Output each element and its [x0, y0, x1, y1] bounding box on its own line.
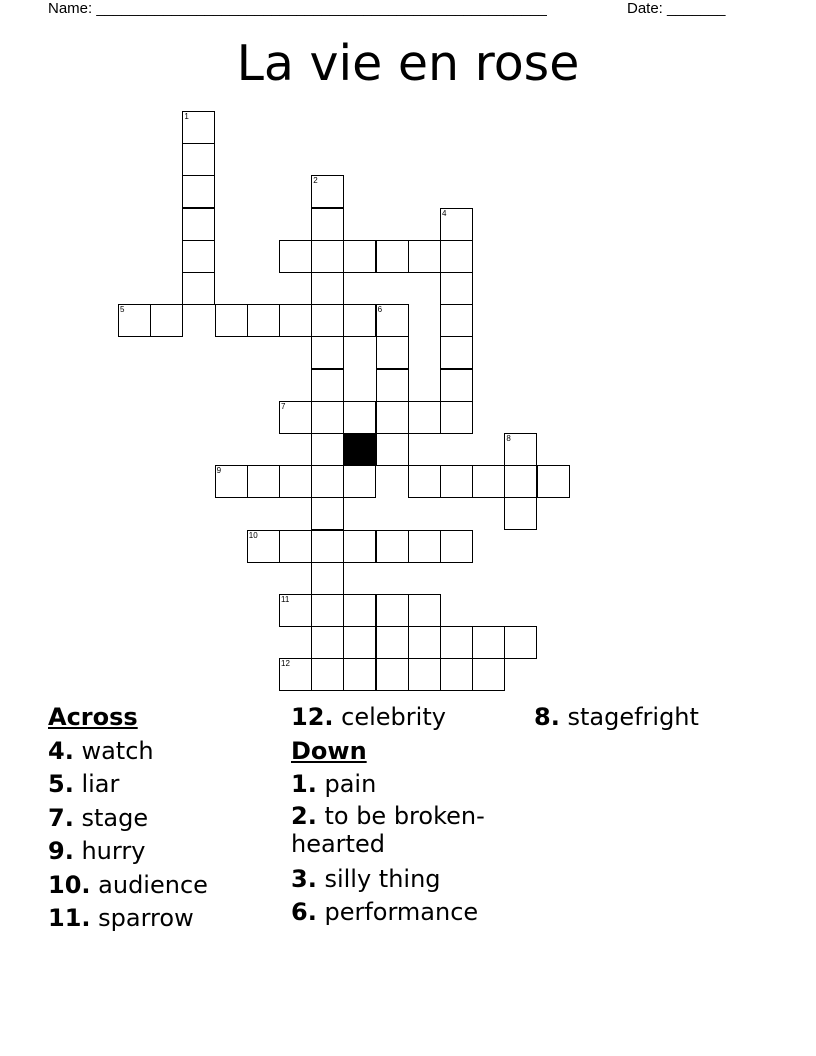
grid-cell[interactable] [279, 594, 312, 627]
clue-number-label: 6 [377, 305, 383, 315]
grid-cell[interactable] [440, 626, 473, 659]
clue-text: to be broken-hearted [291, 801, 485, 858]
clue-number: 9. [48, 837, 74, 865]
grid-cell[interactable] [279, 240, 312, 273]
grid-cell[interactable] [311, 240, 344, 273]
grid-cell[interactable] [182, 272, 215, 305]
grid-cell[interactable] [343, 465, 376, 498]
grid-cell[interactable] [440, 401, 473, 434]
grid-cell[interactable] [182, 208, 215, 241]
grid-cell[interactable] [408, 240, 441, 273]
clue-column-2 [291, 701, 526, 930]
clue-text: pain [324, 770, 377, 798]
clue-text: liar [81, 770, 120, 798]
grid-cell[interactable] [408, 594, 441, 627]
grid-cell[interactable] [440, 272, 473, 305]
grid-cell[interactable] [215, 465, 248, 498]
clue-number-label: 1 [184, 112, 189, 121]
clue-number-label: 12 [281, 659, 290, 669]
grid-cell[interactable] [311, 530, 344, 563]
clue-number: 11. [48, 904, 91, 932]
clue-text: performance [324, 898, 479, 926]
grid-cell[interactable] [408, 465, 441, 498]
grid-cell[interactable] [182, 143, 215, 176]
puzzle-title: La vie en rose [236, 35, 580, 92]
clue-number: 6. [291, 898, 317, 926]
clue-number-label: 8 [506, 434, 511, 443]
grid-cell[interactable] [311, 562, 344, 595]
down-clue-2 [291, 802, 526, 858]
grid-cell[interactable] [376, 369, 409, 402]
clue-number: 1. [291, 770, 317, 798]
grid-cell[interactable] [343, 658, 376, 691]
grid-cell[interactable] [504, 497, 537, 530]
down-clue-6 [291, 896, 526, 930]
grid-cell[interactable] [343, 304, 376, 337]
clue-number: 12. [291, 703, 334, 731]
grid-cell[interactable] [504, 433, 537, 466]
grid-cell[interactable] [440, 336, 473, 369]
grid-cell[interactable] [376, 240, 409, 273]
across-clue-10 [48, 869, 278, 903]
grid-cell[interactable] [376, 530, 409, 563]
clue-number: 3. [291, 864, 317, 893]
grid-cell[interactable] [279, 401, 312, 434]
clue-number-label: 9 [216, 466, 222, 476]
grid-cell[interactable] [440, 530, 473, 563]
grid-cell[interactable] [408, 658, 441, 691]
grid-cell[interactable] [311, 465, 344, 498]
clue-text: celebrity [341, 703, 446, 731]
clue-text: hurry [81, 837, 146, 865]
down-clue-8 [534, 701, 794, 735]
grid-cell[interactable] [504, 465, 537, 498]
grid-cell[interactable] [537, 465, 570, 498]
grid-cell[interactable] [504, 626, 537, 659]
clue-number-label: 7 [281, 401, 286, 411]
grid-cell[interactable] [376, 336, 409, 369]
grid-cell[interactable] [182, 240, 215, 273]
grid-cell[interactable] [311, 175, 344, 208]
grid-cell[interactable] [311, 658, 344, 691]
clue-number: 5. [48, 770, 74, 798]
grid-cell[interactable] [376, 658, 409, 691]
grid-cell[interactable] [279, 658, 312, 691]
clue-text: stage [81, 803, 149, 832]
grid-cell[interactable] [118, 304, 151, 337]
grid-cell[interactable] [376, 594, 409, 627]
clue-number: 2. [291, 801, 317, 830]
clue-number: 7. [48, 803, 74, 832]
grid-cell[interactable] [376, 626, 409, 659]
grid-cell[interactable] [311, 401, 344, 434]
grid-cell[interactable] [440, 658, 473, 691]
clue-text: audience [98, 870, 208, 899]
across-clue-5 [48, 768, 278, 802]
grid-cell[interactable] [311, 369, 344, 402]
clue-number: 4. [48, 736, 74, 765]
grid-cell[interactable] [311, 208, 344, 241]
across-clue-7 [48, 802, 278, 836]
grid-cell[interactable] [408, 401, 441, 434]
clue-text: sparrow [98, 904, 194, 932]
across-heading: Across [48, 703, 138, 731]
clue-number-label: 11 [281, 595, 290, 604]
grid-cell[interactable] [311, 304, 344, 337]
grid-cell[interactable] [247, 465, 280, 498]
grid-cell[interactable] [311, 497, 344, 530]
grid-cell[interactable] [376, 304, 409, 337]
across-clue-4 [48, 735, 278, 769]
grid-cell[interactable] [279, 304, 312, 337]
grid-cell[interactable] [472, 658, 505, 691]
clue-text: silly thing [324, 864, 441, 893]
across-clue-12 [291, 701, 526, 735]
grid-cell[interactable] [311, 626, 344, 659]
down-clue-1 [291, 768, 526, 802]
grid-cell[interactable] [311, 336, 344, 369]
grid-cell[interactable] [408, 530, 441, 563]
grid-cell[interactable] [279, 530, 312, 563]
clue-number: 8. [534, 703, 560, 731]
grid-cell[interactable] [311, 272, 344, 305]
grid-cell[interactable] [247, 530, 280, 563]
clue-text: watch [81, 736, 154, 765]
grid-cell[interactable] [440, 369, 473, 402]
grid-cell[interactable] [343, 530, 376, 563]
grid-cell[interactable] [376, 401, 409, 434]
grid-cell[interactable] [311, 594, 344, 627]
grid-cell[interactable] [343, 240, 376, 273]
clue-column-1 [48, 701, 278, 936]
grid-cell[interactable] [182, 175, 215, 208]
across-clue-9 [48, 835, 278, 869]
grid-cell[interactable] [150, 304, 183, 337]
clue-text: stagefright [567, 703, 699, 731]
clue-number-label: 5 [120, 305, 125, 315]
across-clue-11 [48, 902, 278, 936]
name-field[interactable]: Name: ______________________________________________________ [48, 0, 547, 17]
grid-cell[interactable] [440, 465, 473, 498]
grid-cell[interactable] [215, 304, 248, 337]
grid-cell[interactable] [408, 626, 441, 659]
down-heading: Down [291, 736, 367, 765]
clue-number: 10. [48, 870, 91, 899]
grid-cell[interactable] [247, 304, 280, 337]
grid-cell[interactable] [182, 111, 215, 144]
grid-cell[interactable] [343, 594, 376, 627]
grid-cell[interactable] [440, 240, 473, 273]
grid-cell[interactable] [343, 401, 376, 434]
clue-column-3 [534, 701, 794, 735]
grid-cell[interactable] [440, 208, 473, 241]
clue-number-label: 4 [442, 208, 447, 218]
grid-cell[interactable] [279, 465, 312, 498]
grid-cell[interactable] [472, 465, 505, 498]
clue-number-label: 2 [313, 176, 318, 186]
grid-cell[interactable] [472, 626, 505, 659]
grid-cell[interactable] [376, 433, 409, 466]
grid-cell[interactable] [311, 433, 344, 466]
grid-cell[interactable] [440, 304, 473, 337]
clue-number-label: 10 [248, 530, 258, 540]
date-field[interactable]: Date: _______ [627, 0, 726, 17]
grid-cell[interactable] [343, 626, 376, 659]
down-clue-3 [291, 863, 526, 897]
block-cell [343, 433, 376, 466]
